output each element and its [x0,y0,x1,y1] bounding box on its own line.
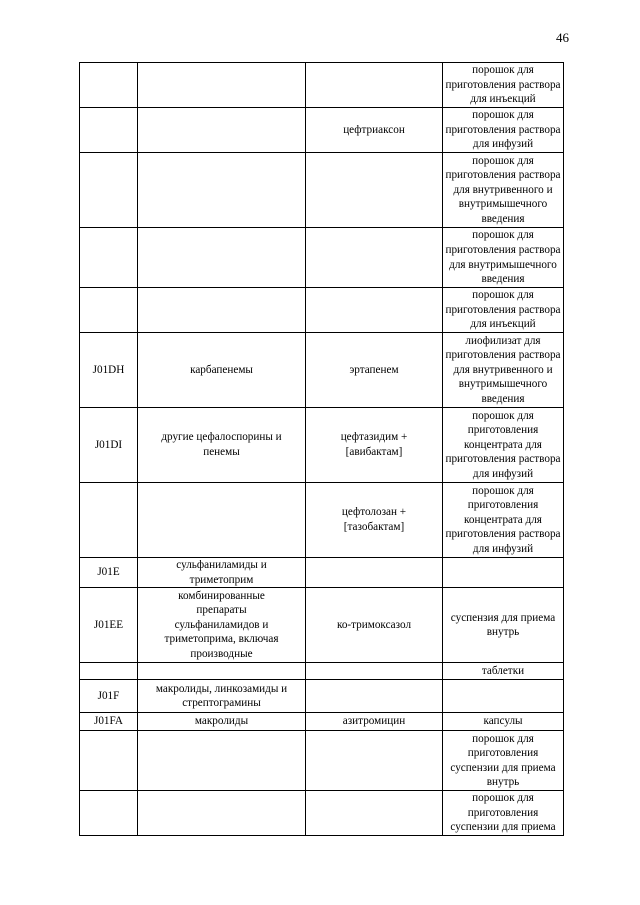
drug-name-cell [306,791,443,836]
table-row [80,228,564,288]
drug-name-cell: ко-тримоксазол [306,588,443,663]
group-name-cell [138,483,306,558]
drug-table [79,62,564,836]
page-number: 46 [556,30,569,45]
table-row [80,791,564,836]
table-row [80,288,564,333]
atc-code-cell [80,108,138,153]
dosage-form-cell: лиофилизат для приготовления раствора для внутривенного и внутримышечного введения [443,333,564,408]
group-name-cell: комбинированные препараты сульфаниламидов и триметоприма, включая производные [138,588,306,663]
atc-code-cell: J01DH [80,333,138,408]
drug-name-cell: азитромицин [306,713,443,731]
table-row [80,108,564,153]
dosage-form-cell: порошок для приготовления раствора для внутримышечного введения [443,228,564,288]
dosage-form-cell: порошок для приготовления суспензии для приема [443,791,564,836]
group-name-cell [138,63,306,108]
dosage-form-cell: порошок для приготовления раствора для инъекций [443,288,564,333]
atc-code-cell [80,731,138,791]
group-name-cell [138,108,306,153]
atc-code-cell [80,663,138,680]
dosage-form-cell: порошок для приготовления раствора для инъекций [443,63,564,108]
group-name-cell [138,731,306,791]
dosage-form-cell: порошок для приготовления раствора для инфузий [443,108,564,153]
table-row [80,588,564,663]
table-row [80,713,564,731]
atc-code-cell [80,483,138,558]
table-row [80,663,564,680]
atc-code-cell: J01F [80,680,138,713]
group-name-cell: другие цефалоспорины и пенемы [138,408,306,483]
group-name-cell [138,288,306,333]
atc-code-cell: J01E [80,558,138,588]
table-row [80,731,564,791]
table-row [80,333,564,408]
dosage-form-cell: порошок для приготовления концентрата для приготовления раствора для инфузий [443,408,564,483]
atc-code-cell [80,153,138,228]
table-row [80,153,564,228]
table-row [80,408,564,483]
drug-name-cell: цефтазидим + [авибактам] [306,408,443,483]
group-name-cell: макролиды, линкозамиды и стрептограмины [138,680,306,713]
atc-code-cell [80,791,138,836]
drug-name-cell: эртапенем [306,333,443,408]
dosage-form-cell: суспензия для приема внутрь [443,588,564,663]
group-name-cell: карбапенемы [138,333,306,408]
atc-code-cell: J01EE [80,588,138,663]
drug-name-cell [306,228,443,288]
atc-code-cell [80,63,138,108]
table-row [80,63,564,108]
drug-name-cell [306,558,443,588]
table-row [80,483,564,558]
group-name-cell [138,791,306,836]
group-name-cell [138,153,306,228]
drug-name-cell [306,63,443,108]
drug-name-cell [306,288,443,333]
drug-name-cell [306,680,443,713]
dosage-form-cell: порошок для приготовления концентрата для приготовления раствора для инфузий [443,483,564,558]
dosage-form-cell [443,680,564,713]
group-name-cell [138,663,306,680]
atc-code-cell: J01DI [80,408,138,483]
drug-name-cell [306,731,443,791]
drug-name-cell [306,663,443,680]
atc-code-cell [80,288,138,333]
drug-name-cell [306,153,443,228]
drug-name-cell: цефтриаксон [306,108,443,153]
dosage-form-cell: порошок для приготовления раствора для внутривенного и внутримышечного введения [443,153,564,228]
dosage-form-cell: порошок для приготовления суспензии для приема внутрь [443,731,564,791]
dosage-form-cell: таблетки [443,663,564,680]
atc-code-cell [80,228,138,288]
drug-name-cell: цефтолозан + [тазобактам] [306,483,443,558]
atc-code-cell: J01FA [80,713,138,731]
group-name-cell: сульфаниламиды и триметоприм [138,558,306,588]
dosage-form-cell [443,558,564,588]
group-name-cell [138,228,306,288]
table-row [80,680,564,713]
dosage-form-cell: капсулы [443,713,564,731]
group-name-cell: макролиды [138,713,306,731]
table-row [80,558,564,588]
